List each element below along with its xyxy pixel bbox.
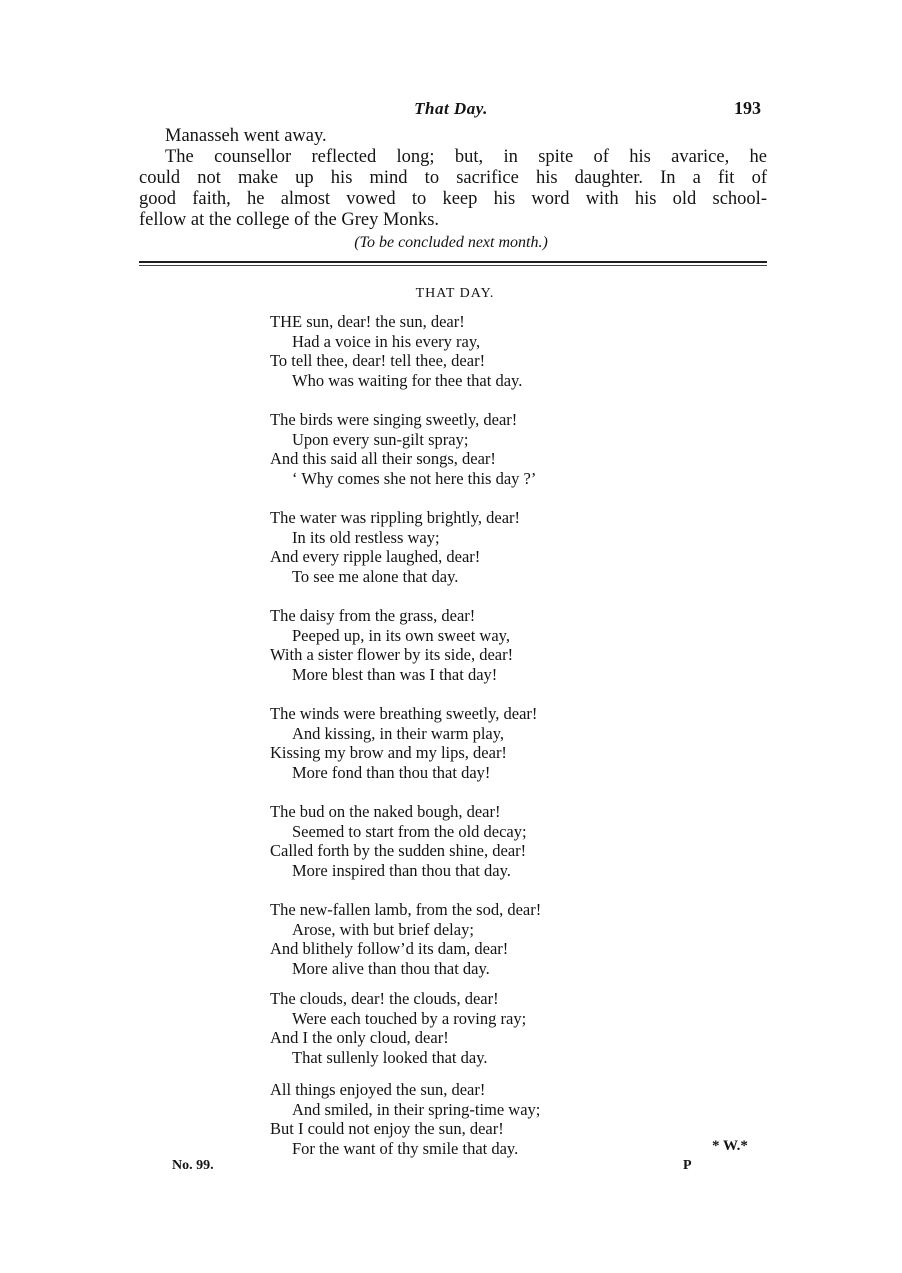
verse-line: THE sun, dear! the sun, dear! <box>270 312 465 331</box>
verse-line: Seemed to start from the old decay; <box>292 821 527 841</box>
prose-paragraph <box>139 126 767 231</box>
verse-line: That sullenly looked that day. <box>292 1048 488 1068</box>
verse-line: And this said all their songs, dear! <box>270 449 496 469</box>
verse-line: For the want of thy smile that day. <box>292 1139 519 1159</box>
prose-line: The counsellor reflected long; but, in spite of his avarice, he <box>165 147 767 167</box>
verse-line: All things enjoyed the sun, dear! <box>270 1080 486 1099</box>
verse-line: To see me alone that day. <box>292 567 459 587</box>
prose-line: Manasseh went away. <box>165 126 327 146</box>
verse-line: Upon every sun-gilt spray; <box>292 429 469 449</box>
verse-line: More inspired than thou that day. <box>292 861 511 881</box>
signature-mark: P <box>683 1158 692 1173</box>
verse-line: And blithely follow’d its dam, dear! <box>270 939 509 959</box>
verse-line: The daisy from the grass, dear! <box>270 606 476 625</box>
verse-line: Were each touched by a roving ray; <box>292 1008 527 1028</box>
stanza <box>270 704 710 783</box>
stanza <box>270 989 710 1068</box>
verse-line: But I could not enjoy the sun, dear! <box>270 1119 504 1139</box>
verse-line: More fond than thou that day! <box>292 763 491 783</box>
poem-signature: * W.* <box>712 1138 748 1154</box>
prose-line: good faith, he almost vowed to keep his word with his old school- <box>139 189 767 209</box>
verse-line: The water was rippling brightly, dear! <box>270 508 521 527</box>
prose-line: fellow at the college of the Grey Monks. <box>139 210 440 230</box>
verse-line: In its old restless way; <box>292 527 440 547</box>
verse-line: More blest than was I that day! <box>292 665 498 685</box>
stanza <box>270 508 710 587</box>
verse-line: Called forth by the sudden shine, dear! <box>270 841 527 861</box>
verse-line: And smiled, in their spring-time way; <box>292 1099 541 1119</box>
verse-line: To tell thee, dear! tell thee, dear! <box>270 351 486 371</box>
section-divider <box>139 261 767 263</box>
stanza <box>270 900 710 979</box>
issue-number: No. 99. <box>172 1158 214 1173</box>
verse-line: More alive than thou that day. <box>292 959 490 979</box>
verse-line: Had a voice in his every ray, <box>292 331 481 351</box>
verse-line: ‘ Why comes she not here this day ?’ <box>292 469 537 489</box>
verse-line: The birds were singing sweetly, dear! <box>270 410 518 429</box>
verse-line: With a sister flower by its side, dear! <box>270 645 514 665</box>
stanza <box>270 606 710 685</box>
verse-line: The new-fallen lamb, from the sod, dear! <box>270 900 542 919</box>
verse-line: Arose, with but brief delay; <box>292 919 474 939</box>
page-number: 193 <box>734 98 761 118</box>
verse-line: And I the only cloud, dear! <box>270 1028 449 1048</box>
stanza <box>270 802 710 881</box>
running-head-title: That Day. <box>414 99 488 118</box>
verse-line: Kissing my brow and my lips, dear! <box>270 743 507 763</box>
continuation-note: (To be concluded next month.) <box>354 234 548 251</box>
poem-title: THAT DAY. <box>415 286 495 301</box>
verse-line: And kissing, in their warm play, <box>292 723 505 743</box>
stanza <box>270 1080 710 1159</box>
stanza <box>270 312 710 391</box>
verse-line: The bud on the naked bough, dear! <box>270 802 501 821</box>
verse-line: The winds were breathing sweetly, dear! <box>270 704 538 723</box>
stanza <box>270 410 710 489</box>
prose-line: could not make up his mind to sacrifice his daughter. In a fit of <box>139 168 767 188</box>
section-divider-thin <box>139 265 767 266</box>
verse-line: The clouds, dear! the clouds, dear! <box>270 989 499 1008</box>
verse-line: And every ripple laughed, dear! <box>270 547 481 567</box>
verse-line: Peeped up, in its own sweet way, <box>292 625 510 645</box>
verse-line: Who was waiting for thee that day. <box>292 371 523 391</box>
